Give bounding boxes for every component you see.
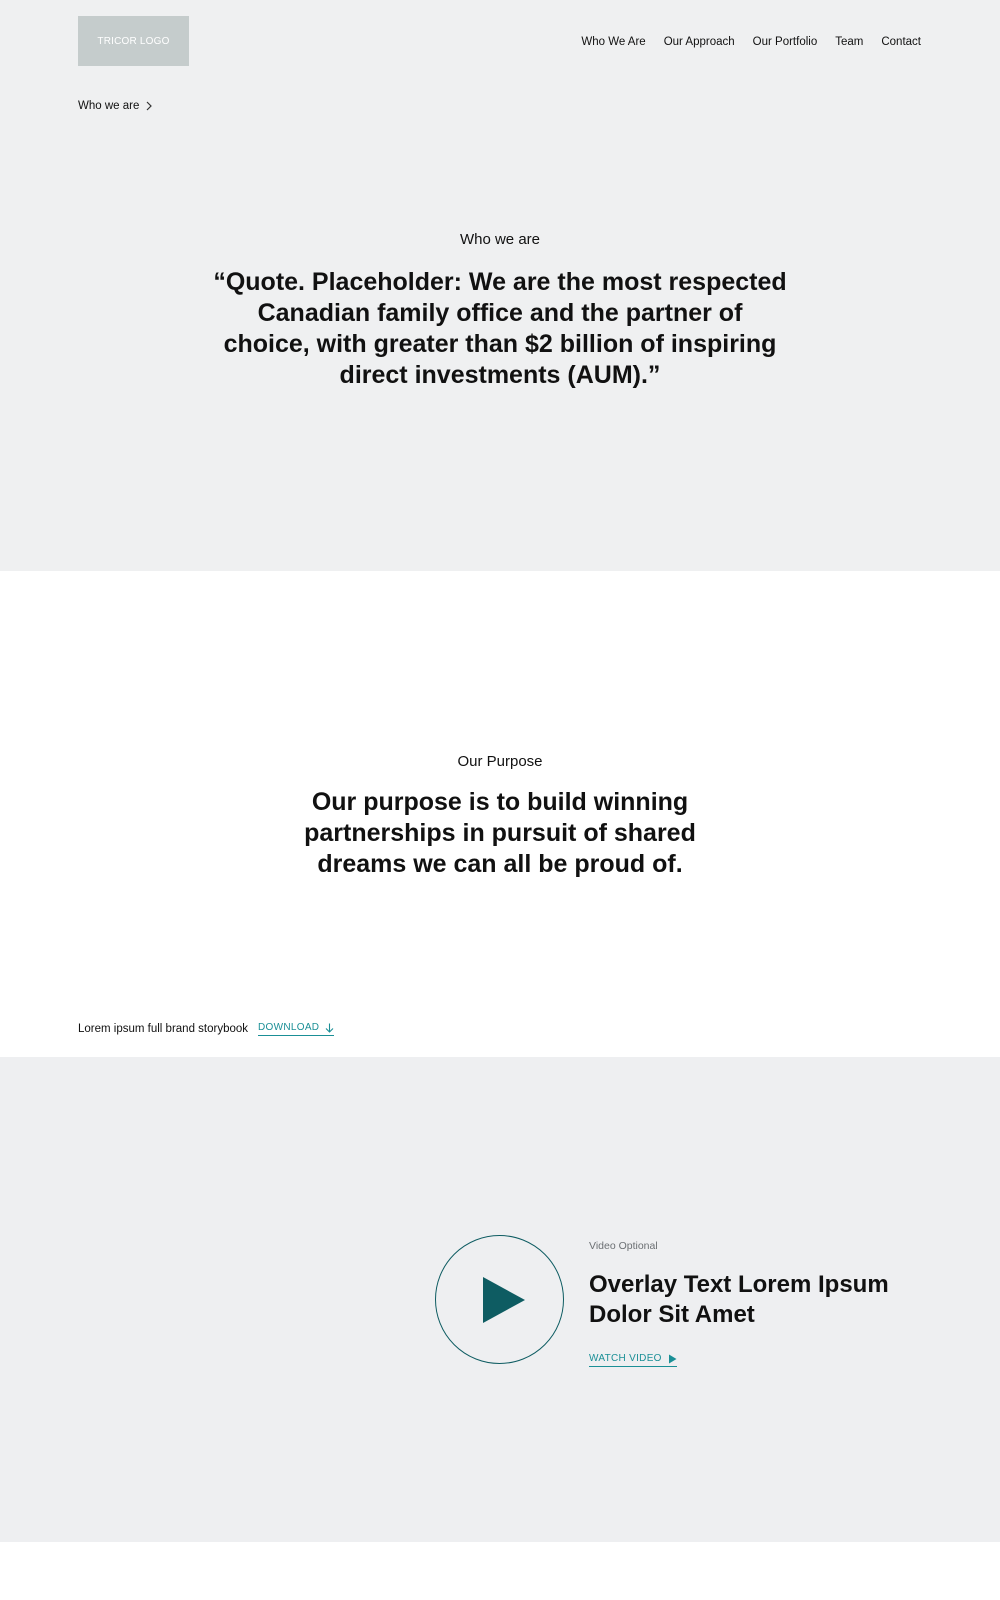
watch-video-label: WATCH VIDEO: [589, 1353, 662, 1364]
arrow-down-icon: [325, 1023, 334, 1033]
hero-eyebrow: Who we are: [459, 231, 541, 248]
nav-our-approach[interactable]: Our Approach: [663, 36, 735, 48]
main-nav: [581, 36, 921, 48]
nav-our-portfolio[interactable]: Our Portfolio: [752, 36, 818, 48]
play-button[interactable]: [435, 1235, 564, 1364]
video-title-line: Overlay Text Lorem Ipsum: [589, 1271, 889, 1298]
footer-spacer: [0, 1542, 1000, 1600]
chevron-right-icon: [145, 101, 153, 111]
breadcrumb-label: Who we are: [78, 100, 140, 112]
purpose-line: Our purpose is to build winning: [311, 788, 689, 816]
download-label: DOWNLOAD: [258, 1022, 320, 1033]
hero-quote-line: choice, with greater than $2 billion of inspiring: [223, 330, 777, 358]
hero-quote: [200, 267, 800, 391]
watch-video-link[interactable]: [589, 1353, 677, 1367]
video-title-line: Dolor Sit Amet: [589, 1301, 755, 1328]
play-icon: [483, 1277, 525, 1323]
hero-section: [0, 0, 1000, 571]
video-title: [589, 1270, 929, 1330]
video-eyebrow: Video Optional: [589, 1240, 658, 1252]
nav-team[interactable]: Team: [835, 36, 864, 48]
nav-who-we-are[interactable]: Who We Are: [581, 36, 646, 48]
hero-quote-line: Canadian family office and the partner of: [257, 299, 743, 327]
video-section: [0, 1057, 1000, 1542]
logo-text: TRICOR LOGO: [97, 35, 170, 47]
purpose-eyebrow: Our Purpose: [457, 753, 543, 770]
purpose-statement: [290, 787, 710, 880]
hero-quote-line: direct investments (AUM).”: [339, 361, 661, 389]
storybook-row: [78, 1022, 334, 1036]
logo[interactable]: [78, 16, 189, 66]
storybook-label: Lorem ipsum full brand storybook: [78, 1023, 249, 1035]
download-link[interactable]: [258, 1022, 334, 1036]
hero-quote-line: “Quote. Placeholder: We are the most respected: [213, 268, 787, 296]
breadcrumb[interactable]: [78, 100, 153, 112]
nav-contact[interactable]: Contact: [881, 36, 921, 48]
purpose-line: dreams we can all be proud of.: [317, 850, 683, 878]
play-small-icon: [668, 1354, 677, 1364]
purpose-section: [0, 571, 1000, 1057]
purpose-line: partnerships in pursuit of shared: [304, 819, 696, 847]
